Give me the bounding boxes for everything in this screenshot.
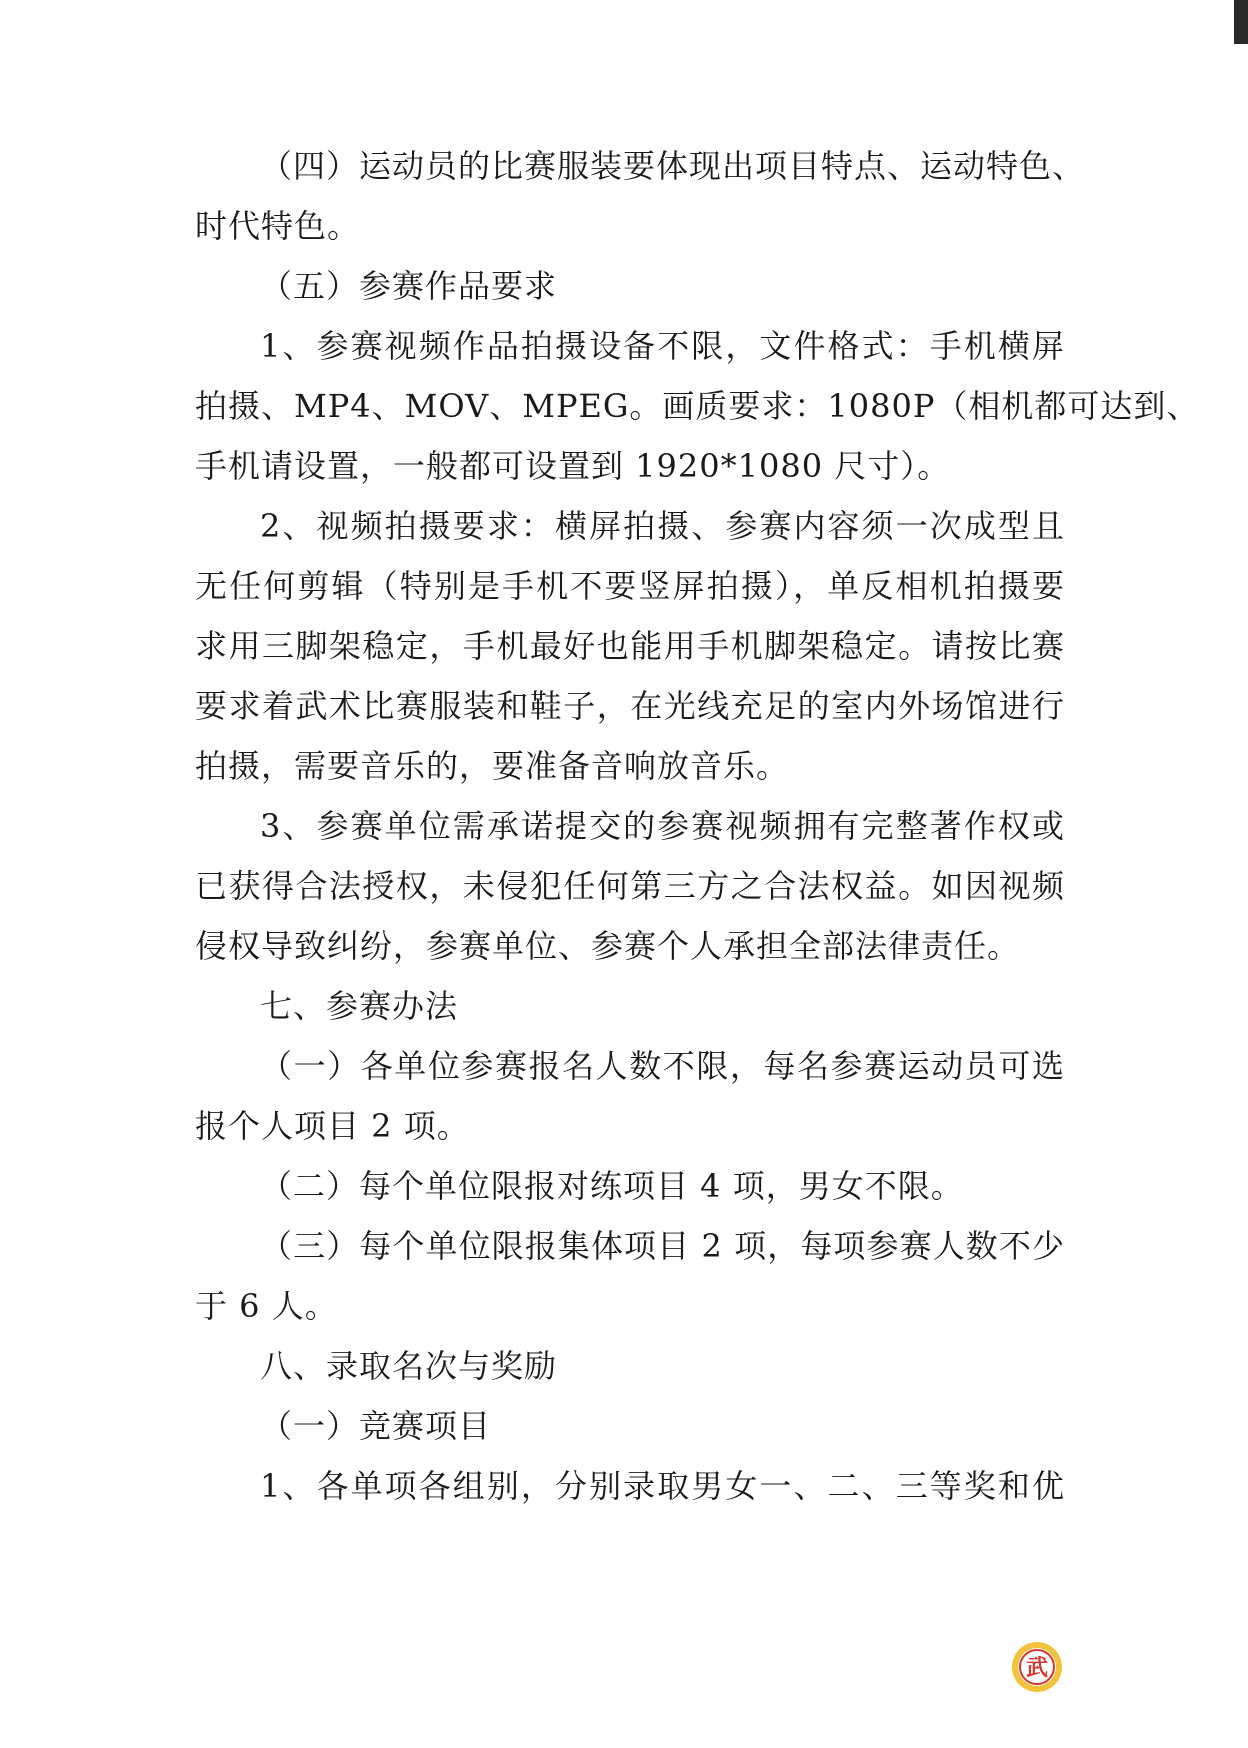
paragraph-line: 手机请设置，一般都可设置到 1920*1080 尺寸）。 [195,447,951,485]
paragraph-line: （一）各单位参赛报名人数不限，每名参赛运动员可选 [260,1047,1065,1085]
paragraph-line: 已获得合法授权，未侵犯任何第三方之合法权益。如因视频 [195,867,1065,905]
section-heading: （五）参赛作品要求 [260,267,558,305]
paragraph-line: 侵权导致纠纷，参赛单位、参赛个人承担全部法律责任。 [195,927,1021,965]
paragraph-line: （三）每个单位限报集体项目 2 项，每项参赛人数不少 [260,1227,1065,1265]
paragraph-line: 拍摄，需要音乐的，要准备音响放音乐。 [195,747,790,785]
scan-edge-mark [1234,0,1248,44]
paragraph-line: 1、各单项各组别，分别录取男女一、二、三等奖和优 [260,1467,1065,1505]
paragraph-line: 要求着武术比赛服装和鞋子，在光线充足的室内外场馆进行 [195,687,1065,725]
paragraph-line: 无任何剪辑（特别是手机不要竖屏拍摄），单反相机拍摄要 [195,567,1065,605]
wushu-logo-seal-icon [1010,1640,1064,1694]
section-heading: 七、参赛办法 [260,987,459,1025]
section-heading: 八、录取名次与奖励 [260,1347,558,1385]
paragraph-line: 2、视频拍摄要求：横屏拍摄、参赛内容须一次成型且 [260,507,1065,545]
paragraph-line: 求用三脚架稳定，手机最好也能用手机脚架稳定。请按比赛 [195,627,1065,665]
section-heading: （一）竞赛项目 [260,1407,492,1445]
seal-glyph: 武 [1025,1656,1049,1681]
paragraph-line: 时代特色。 [195,207,361,245]
paragraph-line: 1、参赛视频作品拍摄设备不限，文件格式：手机横屏 [260,327,1065,365]
paragraph-line: （二）每个单位限报对练项目 4 项，男女不限。 [260,1167,964,1205]
paragraph-line: 报个人项目 2 项。 [195,1107,470,1145]
paragraph-line: （四）运动员的比赛服装要体现出项目特点、运动特色、 [260,147,1086,185]
paragraph-line: 拍摄、MP4、MOV、MPEG。画质要求：1080P（相机都可达到、 [195,387,1200,425]
paragraph-line: 于 6 人。 [195,1287,338,1325]
paragraph-line: 3、参赛单位需承诺提交的参赛视频拥有完整著作权或 [260,807,1065,845]
